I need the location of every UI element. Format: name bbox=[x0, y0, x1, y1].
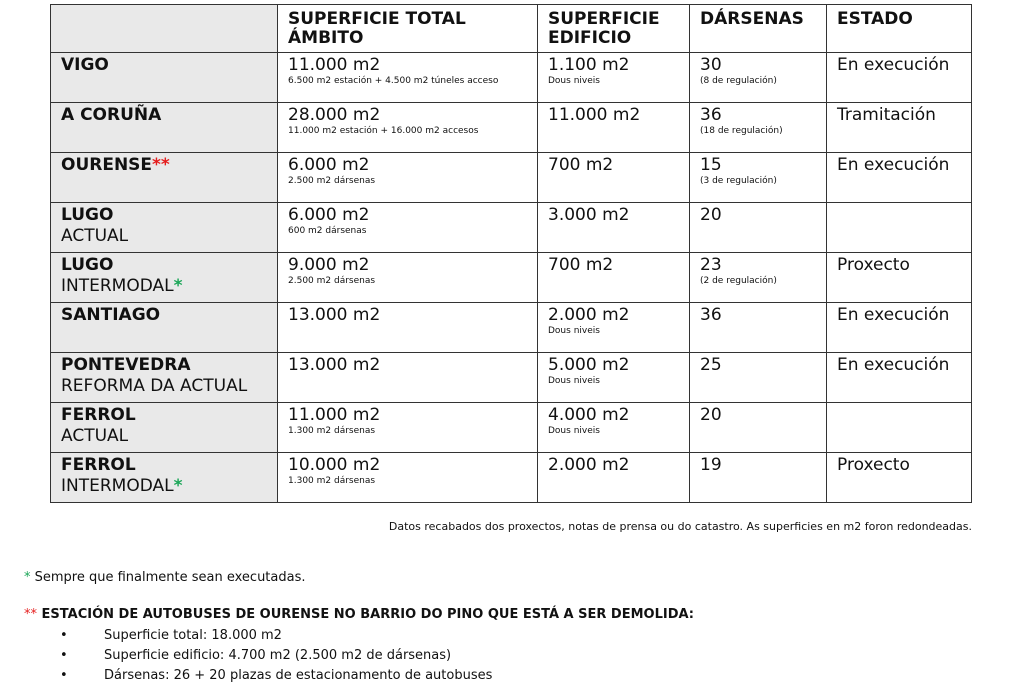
total-cell bbox=[278, 203, 538, 253]
darsenas-value: 36 bbox=[700, 105, 722, 125]
estado-cell bbox=[827, 203, 972, 253]
total-cell bbox=[278, 403, 538, 453]
red-mark: ** bbox=[152, 155, 170, 175]
darsenas-cell bbox=[690, 303, 827, 353]
total-cell bbox=[278, 253, 538, 303]
darsenas-detail: (3 de regulación) bbox=[700, 176, 777, 186]
edificio-detail: Dous niveis bbox=[548, 326, 600, 336]
darsenas-cell bbox=[690, 253, 827, 303]
header-estado: ESTADO bbox=[827, 5, 972, 53]
bus-stations-table bbox=[50, 4, 972, 503]
city-name: LUGO bbox=[61, 255, 114, 275]
total-value: 9.000 m2 bbox=[288, 255, 370, 275]
header-blank bbox=[51, 5, 278, 53]
total-cell bbox=[278, 353, 538, 403]
city-subtitle: REFORMA DA ACTUAL bbox=[61, 376, 248, 396]
darsenas-cell bbox=[690, 103, 827, 153]
total-detail: 2.500 m2 dársenas bbox=[288, 176, 376, 186]
edificio-cell bbox=[538, 203, 690, 253]
city-name: SANTIAGO bbox=[61, 305, 161, 325]
darsenas-cell bbox=[690, 353, 827, 403]
list-item-text: Superficie total: 18.000 m2 bbox=[104, 628, 282, 643]
city-name: FERROL bbox=[61, 405, 136, 425]
table-row bbox=[51, 353, 972, 403]
bullet-icon: • bbox=[60, 668, 68, 683]
footnote-red-title: ESTACIÓN DE AUTOBUSES DE OURENSE NO BARRIO DO PINO QUE ESTÁ A SER DEMOLIDA: bbox=[41, 607, 694, 622]
city-name: LUGO bbox=[61, 205, 114, 225]
edificio-cell bbox=[538, 103, 690, 153]
table-row bbox=[51, 153, 972, 203]
list-item-text: Dársenas: 26 + 20 plazas de estacionamento de autobuses bbox=[104, 668, 493, 683]
edificio-cell bbox=[538, 253, 690, 303]
city-subtitle: INTERMODAL bbox=[61, 476, 174, 496]
edificio-value: 700 m2 bbox=[548, 255, 614, 275]
darsenas-detail: (18 de regulación) bbox=[700, 126, 783, 136]
city-subtitle: INTERMODAL bbox=[61, 276, 174, 296]
edificio-value: 1.100 m2 bbox=[548, 55, 630, 75]
table-row bbox=[51, 253, 972, 303]
estado-cell bbox=[827, 403, 972, 453]
darsenas-value: 23 bbox=[700, 255, 722, 275]
city-cell bbox=[51, 353, 278, 403]
darsenas-value: 25 bbox=[700, 355, 722, 375]
table-row bbox=[51, 453, 972, 503]
list-item bbox=[60, 646, 492, 666]
table-row bbox=[51, 303, 972, 353]
total-detail: 11.000 m2 estación + 16.000 m2 accesos bbox=[288, 126, 479, 136]
darsenas-value: 20 bbox=[700, 405, 722, 425]
estado-value: En execución bbox=[837, 155, 950, 175]
header-total: SUPERFICIE TOTAL ÁMBITO bbox=[278, 5, 538, 53]
total-cell bbox=[278, 53, 538, 103]
total-cell bbox=[278, 153, 538, 203]
edificio-detail: Dous niveis bbox=[548, 76, 600, 86]
green-mark: * bbox=[173, 276, 183, 296]
city-subtitle: ACTUAL bbox=[61, 426, 129, 446]
darsenas-value: 15 bbox=[700, 155, 722, 175]
red-asterisks: ** bbox=[24, 607, 37, 622]
estado-cell bbox=[827, 53, 972, 103]
city-cell bbox=[51, 103, 278, 153]
darsenas-cell bbox=[690, 453, 827, 503]
list-item-text: Superficie edificio: 4.700 m2 (2.500 m2 de dársenas) bbox=[104, 648, 452, 663]
bullet-icon: • bbox=[60, 628, 68, 643]
table-header-row bbox=[51, 5, 972, 53]
footnote-red bbox=[24, 607, 694, 622]
city-cell bbox=[51, 303, 278, 353]
total-detail: 2.500 m2 dársenas bbox=[288, 276, 376, 286]
darsenas-value: 20 bbox=[700, 205, 722, 225]
city-name: PONTEVEDRA bbox=[61, 355, 191, 375]
darsenas-value: 36 bbox=[700, 305, 722, 325]
city-name: A CORUÑA bbox=[61, 105, 162, 125]
edificio-detail: Dous niveis bbox=[548, 376, 600, 386]
estado-cell bbox=[827, 303, 972, 353]
ourense-old-station-list bbox=[60, 626, 492, 686]
total-detail: 600 m2 dársenas bbox=[288, 226, 367, 236]
estado-cell bbox=[827, 103, 972, 153]
table-row bbox=[51, 203, 972, 253]
green-asterisk: * bbox=[24, 570, 31, 585]
darsenas-cell bbox=[690, 403, 827, 453]
city-cell bbox=[51, 203, 278, 253]
edificio-value: 2.000 m2 bbox=[548, 455, 630, 475]
city-cell bbox=[51, 53, 278, 103]
city-name: FERROL bbox=[61, 455, 136, 475]
city-cell bbox=[51, 153, 278, 203]
estado-value: Proxecto bbox=[837, 255, 910, 275]
city-subtitle: ACTUAL bbox=[61, 226, 129, 246]
table-row bbox=[51, 403, 972, 453]
total-detail: 1.300 m2 dársenas bbox=[288, 426, 376, 436]
edificio-value: 3.000 m2 bbox=[548, 205, 630, 225]
total-value: 13.000 m2 bbox=[288, 355, 381, 375]
total-value: 13.000 m2 bbox=[288, 305, 381, 325]
table-row bbox=[51, 53, 972, 103]
total-cell bbox=[278, 103, 538, 153]
estado-value: En execución bbox=[837, 355, 950, 375]
total-value: 11.000 m2 bbox=[288, 405, 381, 425]
edificio-value: 5.000 m2 bbox=[548, 355, 630, 375]
bullet-icon: • bbox=[60, 648, 68, 663]
estado-value: Tramitación bbox=[837, 105, 936, 125]
edificio-cell bbox=[538, 53, 690, 103]
total-detail: 1.300 m2 dársenas bbox=[288, 476, 376, 486]
green-mark: * bbox=[173, 476, 183, 496]
total-value: 10.000 m2 bbox=[288, 455, 381, 475]
estado-value: Proxecto bbox=[837, 455, 910, 475]
city-cell bbox=[51, 453, 278, 503]
darsenas-detail: (8 de regulación) bbox=[700, 76, 777, 86]
edificio-cell bbox=[538, 403, 690, 453]
header-darsenas: DÁRSENAS bbox=[690, 5, 827, 53]
header-edificio: SUPERFICIE EDIFICIO bbox=[538, 5, 690, 53]
edificio-value: 11.000 m2 bbox=[548, 105, 641, 125]
table-row bbox=[51, 103, 972, 153]
darsenas-value: 30 bbox=[700, 55, 722, 75]
total-value: 6.000 m2 bbox=[288, 155, 370, 175]
darsenas-cell bbox=[690, 203, 827, 253]
total-value: 28.000 m2 bbox=[288, 105, 381, 125]
city-cell bbox=[51, 403, 278, 453]
city-name: VIGO bbox=[61, 55, 109, 75]
edificio-cell bbox=[538, 303, 690, 353]
estado-cell bbox=[827, 353, 972, 403]
total-cell bbox=[278, 303, 538, 353]
list-item bbox=[60, 666, 492, 686]
estado-value: En execución bbox=[837, 55, 950, 75]
estado-cell bbox=[827, 253, 972, 303]
estado-cell bbox=[827, 453, 972, 503]
edificio-cell bbox=[538, 353, 690, 403]
city-cell bbox=[51, 253, 278, 303]
edificio-detail: Dous niveis bbox=[548, 426, 600, 436]
darsenas-value: 19 bbox=[700, 455, 722, 475]
source-note: Datos recabados dos proxectos, notas de prensa ou do catastro. As superficies en m2 foron redondeadas. bbox=[388, 520, 972, 533]
list-item bbox=[60, 626, 492, 646]
total-value: 6.000 m2 bbox=[288, 205, 370, 225]
total-cell bbox=[278, 453, 538, 503]
footnote-green-text: Sempre que finalmente sean executadas. bbox=[34, 570, 306, 585]
edificio-cell bbox=[538, 153, 690, 203]
total-detail: 6.500 m2 estación + 4.500 m2 túneles acceso bbox=[288, 76, 499, 86]
darsenas-detail: (2 de regulación) bbox=[700, 276, 777, 286]
city-name: OURENSE bbox=[61, 155, 153, 175]
edificio-value: 4.000 m2 bbox=[548, 405, 630, 425]
darsenas-cell bbox=[690, 53, 827, 103]
total-value: 11.000 m2 bbox=[288, 55, 381, 75]
footnote-green bbox=[24, 570, 306, 585]
darsenas-cell bbox=[690, 153, 827, 203]
estado-value: En execución bbox=[837, 305, 950, 325]
estado-cell bbox=[827, 153, 972, 203]
edificio-value: 2.000 m2 bbox=[548, 305, 630, 325]
edificio-cell bbox=[538, 453, 690, 503]
edificio-value: 700 m2 bbox=[548, 155, 614, 175]
